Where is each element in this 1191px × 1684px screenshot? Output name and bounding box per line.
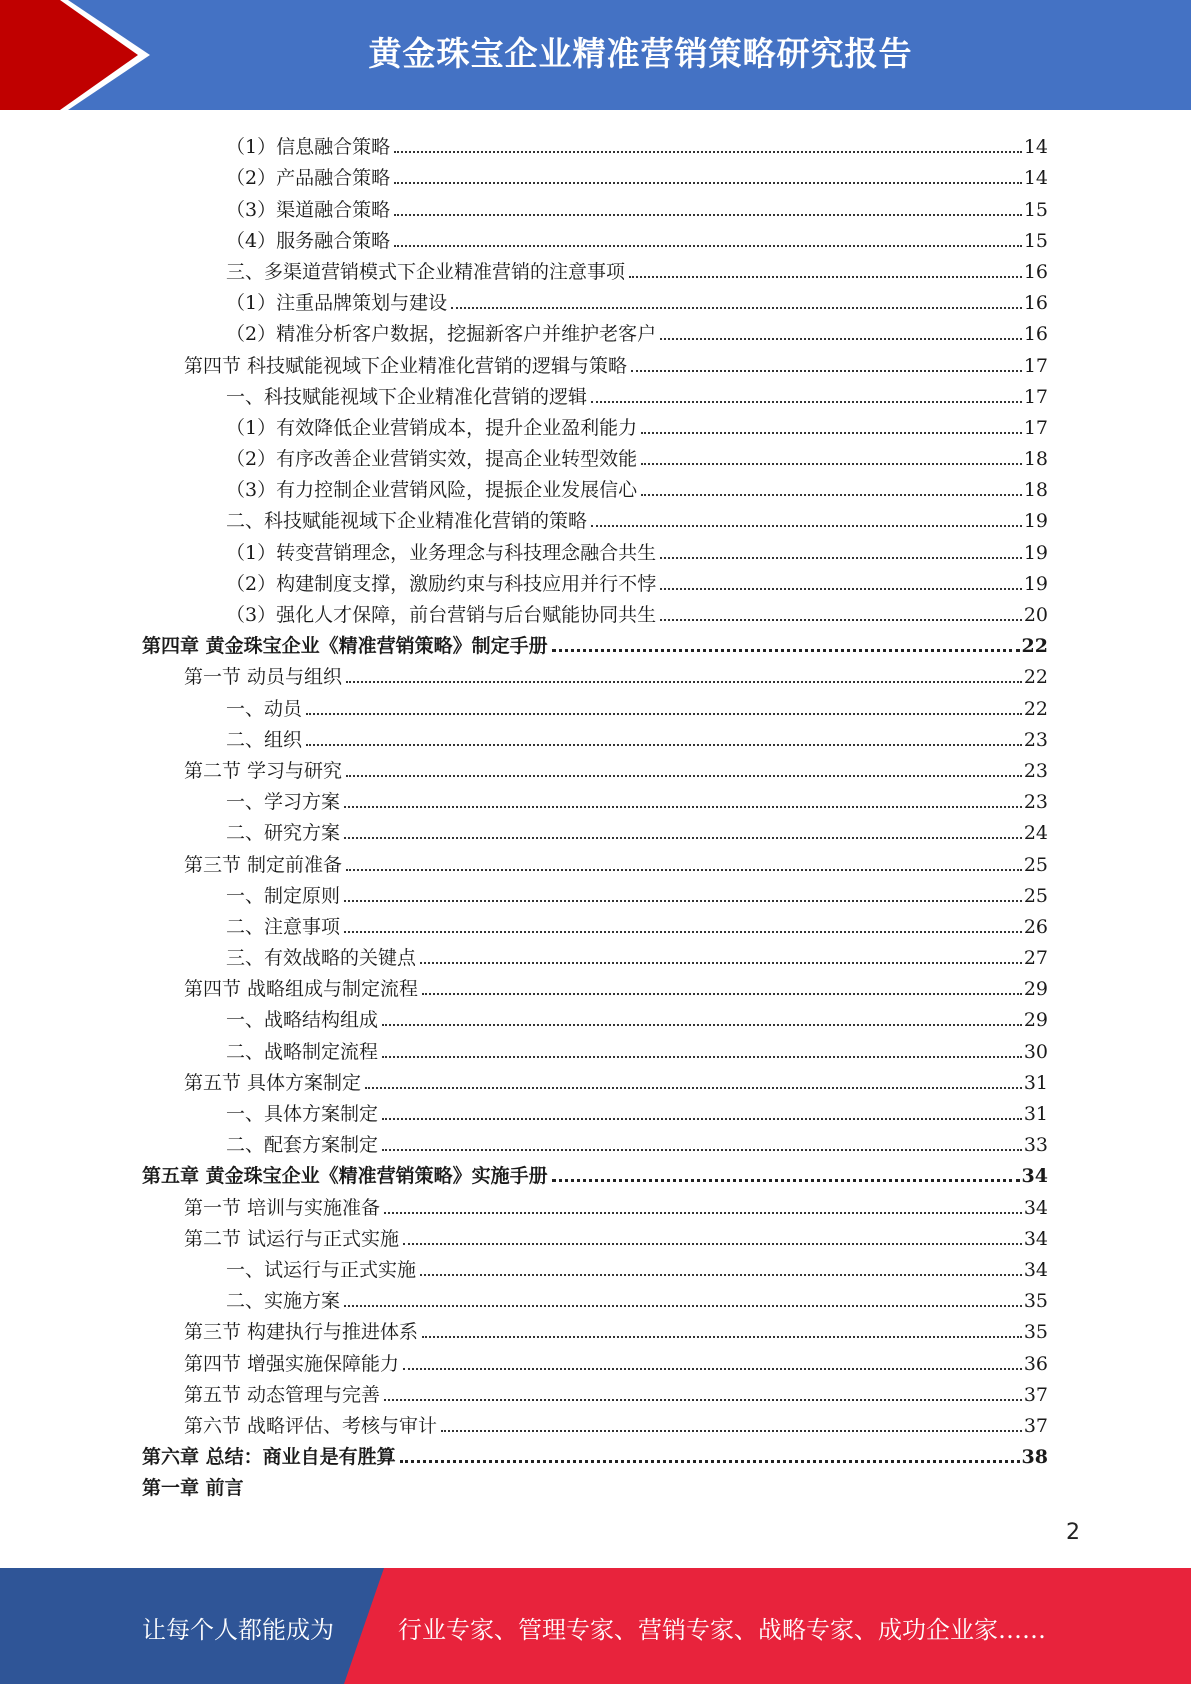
toc-entry[interactable] <box>142 689 1048 720</box>
toc-dot-leader <box>344 1305 1022 1307</box>
toc-entry-title: （2）有序改善企业营销实效，提高企业转型效能 <box>226 448 638 471</box>
toc-entry-title: （1）注重品牌策划与建设 <box>226 292 448 315</box>
toc-entry-page: 31 <box>1023 1071 1048 1094</box>
toc-entry-title: 第二节 学习与研究 <box>184 759 343 782</box>
toc-entry-title: 第一节 培训与实施准备 <box>184 1196 381 1219</box>
toc-entry[interactable] <box>142 378 1048 409</box>
toc-entry-page: 17 <box>1023 416 1048 439</box>
toc-entry[interactable] <box>142 1126 1048 1157</box>
toc-entry-title: 一、试运行与正式实施 <box>226 1258 417 1281</box>
toc-entry-title: 第四节 增强实施保障能力 <box>184 1352 400 1375</box>
toc-entry[interactable] <box>142 253 1048 284</box>
toc-dot-leader <box>382 1056 1022 1058</box>
toc-entry-page: 19 <box>1023 541 1048 564</box>
toc-entry-page: 34 <box>1021 1165 1048 1188</box>
toc-entry-title: 第一节 动员与组织 <box>184 666 343 689</box>
toc-entry-page: 34 <box>1023 1227 1048 1250</box>
toc-entry-page: 14 <box>1023 167 1048 190</box>
toc-dot-leader <box>660 588 1022 590</box>
toc-entry[interactable] <box>142 970 1048 1001</box>
toc-entry-title: 第一章 前言 <box>142 1477 244 1500</box>
toc-entry[interactable] <box>142 1157 1048 1188</box>
toc-entry-title: 三、多渠道营销模式下企业精准营销的注意事项 <box>226 260 626 283</box>
toc-entry[interactable] <box>142 596 1048 627</box>
toc-entry-page: 30 <box>1023 1040 1048 1063</box>
toc-entry-page: 20 <box>1023 604 1048 626</box>
toc-dot-leader <box>384 1212 1022 1214</box>
toc-entry-title: 二、实施方案 <box>226 1290 341 1313</box>
page-header <box>0 0 1191 110</box>
toc-entry-title: 二、注意事项 <box>226 915 341 938</box>
toc-entry-page: 15 <box>1023 198 1048 221</box>
toc-entry-page: 24 <box>1023 822 1048 845</box>
toc-entry[interactable] <box>142 128 1048 159</box>
toc-entry-page: 34 <box>1023 1196 1048 1219</box>
toc-dot-leader <box>344 931 1022 933</box>
toc-entry-page: 16 <box>1023 260 1048 283</box>
toc-entry-title: 第四节 科技赋能视域下企业精准化营销的逻辑与策略 <box>184 354 628 377</box>
page-footer <box>0 1568 1191 1684</box>
toc-entry-title: 二、科技赋能视域下企业精准化营销的策略 <box>226 510 588 533</box>
toc-dot-leader <box>394 182 1022 184</box>
toc-entry-page: 19 <box>1023 510 1048 533</box>
toc-entry-page: 29 <box>1023 978 1048 1001</box>
toc-entry-title: 一、科技赋能视域下企业精准化营销的逻辑 <box>226 385 588 408</box>
toc-dot-leader <box>382 1024 1022 1026</box>
toc-entry-title: 第五节 具体方案制定 <box>184 1071 362 1094</box>
toc-entry-page: 26 <box>1023 915 1048 938</box>
toc-entry-title: （1）信息融合策略 <box>226 136 391 159</box>
toc-entry[interactable] <box>142 721 1048 752</box>
toc-entry-title: 第五章 黄金珠宝企业《精准营销策略》实施手册 <box>142 1165 548 1188</box>
toc-entry-page: 19 <box>1023 572 1048 595</box>
toc-dot-leader <box>420 1274 1022 1276</box>
toc-entry-page: 18 <box>1023 479 1048 502</box>
toc-entry[interactable] <box>142 315 1048 346</box>
toc-entry-title: （1）有效降低企业营销成本，提升企业盈利能力 <box>226 416 638 439</box>
toc-entry-title: 第六节 战略评估、考核与审计 <box>184 1414 438 1437</box>
toc-dot-leader <box>422 1336 1022 1338</box>
toc-dot-leader <box>344 837 1022 839</box>
toc-entry-page: 35 <box>1023 1290 1048 1313</box>
toc-entry[interactable] <box>142 1376 1048 1407</box>
toc-dot-leader <box>306 744 1022 746</box>
toc-entry-title: 三、有效战略的关键点 <box>226 947 417 970</box>
toc-entry[interactable] <box>142 222 1048 253</box>
toc-dot-leader <box>641 494 1022 496</box>
toc-entry-page: 29 <box>1023 1009 1048 1032</box>
toc-entry[interactable] <box>142 159 1048 190</box>
toc-entry-title: 第三节 构建执行与推进体系 <box>184 1321 419 1344</box>
toc-dot-leader <box>346 775 1022 777</box>
toc-entry-page: 23 <box>1023 728 1048 751</box>
toc-dot-leader <box>344 900 1022 902</box>
toc-entry-title: （4）服务融合策略 <box>226 229 391 252</box>
footer-slogan-left: 让每个人都能成为 <box>142 1616 334 1644</box>
toc-dot-leader <box>365 1087 1022 1089</box>
toc-entry-page: 33 <box>1023 1134 1048 1157</box>
toc-entry-page: 35 <box>1023 1321 1048 1344</box>
toc-entry-title: 第二节 试运行与正式实施 <box>184 1227 400 1250</box>
toc-entry-title: 第五节 动态管理与完善 <box>184 1383 381 1406</box>
toc-entry-page: 16 <box>1023 323 1048 346</box>
toc-entry[interactable] <box>142 1282 1048 1313</box>
toc-entry[interactable] <box>142 627 1048 658</box>
toc-entry-title: 二、组织 <box>226 728 303 751</box>
toc-entry[interactable] <box>142 284 1048 315</box>
toc-dot-leader <box>591 525 1022 527</box>
toc-entry[interactable] <box>142 502 1048 533</box>
toc-dot-leader <box>441 1430 1022 1432</box>
toc-dot-leader <box>660 557 1022 559</box>
toc-entry[interactable] <box>142 877 1048 908</box>
toc-dot-leader <box>403 1368 1022 1370</box>
table-of-contents <box>142 128 1048 1500</box>
toc-entry-page: 34 <box>1023 1258 1048 1281</box>
toc-entry[interactable] <box>142 1251 1048 1282</box>
toc-dot-leader <box>660 338 1022 340</box>
toc-entry[interactable] <box>142 346 1048 377</box>
report-title: 黄金珠宝企业精准营销策略研究报告 <box>368 34 913 73</box>
toc-dot-leader <box>394 245 1022 247</box>
toc-dot-leader <box>422 993 1022 995</box>
toc-entry-title: 二、战略制定流程 <box>226 1040 379 1063</box>
toc-entry-page: 16 <box>1023 292 1048 315</box>
toc-entry-title: 二、研究方案 <box>226 822 341 845</box>
toc-dot-leader <box>382 1118 1022 1120</box>
toc-entry-page: 18 <box>1023 448 1048 471</box>
toc-entry[interactable] <box>142 1032 1048 1063</box>
toc-entry[interactable] <box>142 471 1048 502</box>
toc-entry[interactable] <box>142 409 1048 440</box>
toc-entry[interactable] <box>142 440 1048 471</box>
toc-entry-title: （3）渠道融合策略 <box>226 198 391 221</box>
footer-slogan-right: 行业专家、管理专家、营销专家、战略专家、成功企业家…… <box>398 1616 1046 1644</box>
toc-entry-page: 23 <box>1023 791 1048 814</box>
toc-entry[interactable] <box>142 1188 1048 1219</box>
toc-entry[interactable] <box>142 783 1048 814</box>
toc-entry-page: 17 <box>1023 354 1048 377</box>
toc-dot-leader <box>552 1179 1020 1182</box>
toc-dot-leader <box>591 401 1022 403</box>
toc-entry-page: 22 <box>1023 666 1048 689</box>
toc-entry-page: 37 <box>1023 1414 1048 1437</box>
toc-entry[interactable] <box>142 814 1048 845</box>
toc-dot-leader <box>451 307 1022 309</box>
toc-dot-leader <box>420 962 1022 964</box>
toc-entry-title: （1）转变营销理念，业务理念与科技理念融合共生 <box>226 541 657 564</box>
toc-dot-leader <box>394 151 1022 153</box>
toc-dot-leader <box>403 1243 1022 1245</box>
toc-entry[interactable] <box>142 1313 1048 1344</box>
toc-dot-leader <box>641 432 1022 434</box>
toc-entry[interactable] <box>142 752 1048 783</box>
toc-entry-title: （2）精准分析客户数据，挖掘新客户并维护老客户 <box>226 323 657 346</box>
toc-entry[interactable] <box>142 939 1048 970</box>
toc-entry[interactable] <box>142 1001 1048 1032</box>
toc-dot-leader <box>629 276 1022 278</box>
toc-entry[interactable] <box>142 908 1048 939</box>
toc-entry-page: 25 <box>1023 853 1048 876</box>
toc-entry-title: 二、配套方案制定 <box>226 1134 379 1157</box>
toc-entry-title: 一、动员 <box>226 697 303 720</box>
page-number: 2 <box>1066 1520 1080 1545</box>
toc-entry[interactable] <box>142 1064 1048 1095</box>
toc-entry-title: （2）构建制度支撑，激励约束与科技应用并行不悖 <box>226 572 657 595</box>
toc-dot-leader <box>344 806 1022 808</box>
toc-entry-title: （2）产品融合策略 <box>226 167 391 190</box>
toc-entry-page: 27 <box>1023 947 1048 970</box>
toc-entry[interactable] <box>142 658 1048 689</box>
toc-dot-leader <box>660 619 1022 621</box>
toc-entry-title: 第四章 黄金珠宝企业《精准营销策略》制定手册 <box>142 635 548 658</box>
toc-dot-leader <box>641 463 1022 465</box>
toc-entry[interactable] <box>142 1095 1048 1126</box>
toc-entry[interactable] <box>142 533 1048 564</box>
toc-entry-title: 一、具体方案制定 <box>226 1103 379 1125</box>
toc-entry-page: 22 <box>1023 697 1048 720</box>
toc-entry-page: 22 <box>1021 635 1048 658</box>
toc-entry[interactable] <box>142 1220 1048 1251</box>
toc-dot-leader <box>346 681 1022 683</box>
toc-entry[interactable] <box>142 1407 1048 1438</box>
toc-entry-page: 17 <box>1023 385 1048 408</box>
toc-entry-title: 一、制定原则 <box>226 884 341 907</box>
toc-entry-title: 第六章 总结：商业自是有胜算 <box>142 1446 396 1469</box>
toc-entry-page: 15 <box>1023 229 1048 252</box>
toc-entry-title: （3）强化人才保障，前台营销与后台赋能协同共生 <box>226 604 657 626</box>
toc-entry-page: 14 <box>1023 136 1048 159</box>
toc-entry-page: 25 <box>1023 884 1048 907</box>
toc-entry-title: 一、学习方案 <box>226 791 341 814</box>
toc-entry-title: 第四节 战略组成与制定流程 <box>184 978 419 1001</box>
toc-entry-title: （3）有力控制企业营销风险，提振企业发展信心 <box>226 479 638 502</box>
toc-dot-leader <box>346 869 1022 871</box>
toc-entry[interactable] <box>142 565 1048 596</box>
toc-entry-title: 一、战略结构组成 <box>226 1009 379 1032</box>
toc-entry-page: 31 <box>1023 1103 1048 1125</box>
toc-entry[interactable] <box>142 1344 1048 1375</box>
toc-entry[interactable] <box>142 845 1048 876</box>
toc-dot-leader <box>400 1460 1020 1463</box>
toc-entry-page: 37 <box>1023 1383 1048 1406</box>
toc-dot-leader <box>552 649 1020 652</box>
toc-dot-leader <box>631 370 1022 372</box>
toc-dot-leader <box>382 1149 1022 1151</box>
toc-entry-page: 38 <box>1021 1446 1048 1469</box>
toc-entry[interactable] <box>142 190 1048 221</box>
toc-entry[interactable] <box>142 1438 1048 1469</box>
toc-entry[interactable] <box>142 1469 1048 1500</box>
toc-dot-leader <box>384 1399 1022 1401</box>
toc-entry-page: 36 <box>1023 1352 1048 1375</box>
toc-entry-title: 第三节 制定前准备 <box>184 853 343 876</box>
toc-dot-leader <box>394 214 1022 216</box>
toc-entry-page: 23 <box>1023 759 1048 782</box>
toc-dot-leader <box>306 713 1022 715</box>
